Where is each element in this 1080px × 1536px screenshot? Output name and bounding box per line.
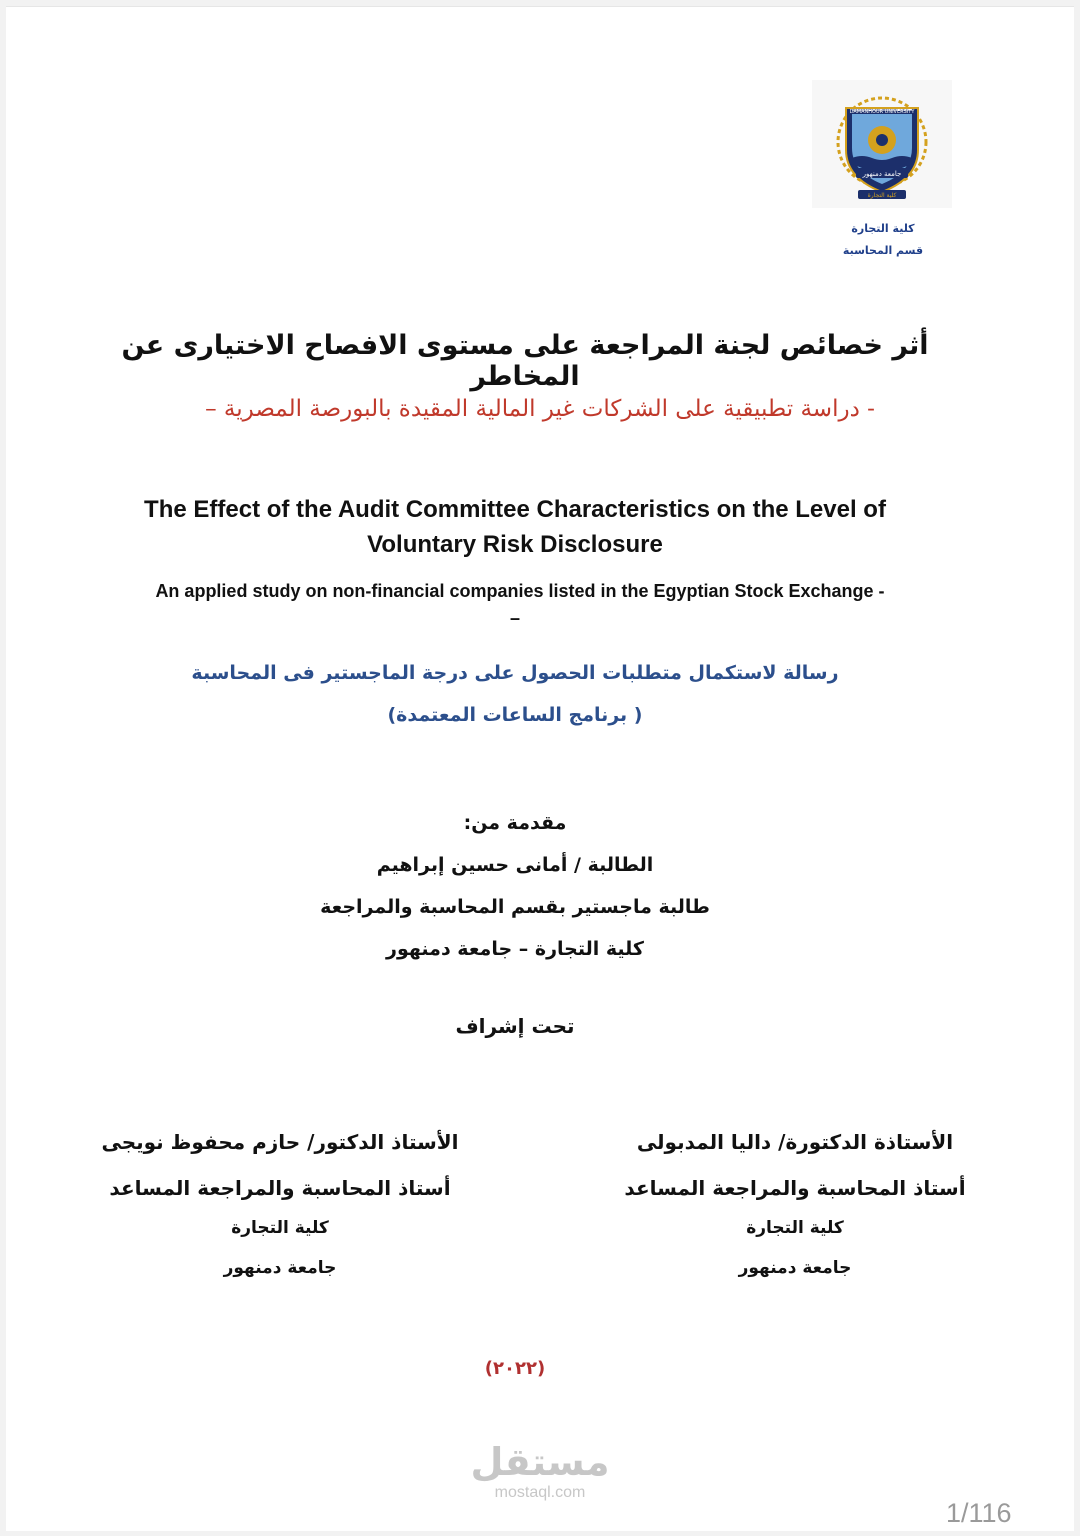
arabic-subtitle: - دراسة تطبيقية على الشركات غير المالية المقيدة بالبورصة المصرية – [205,396,875,422]
supervision-heading: تحت إشراف [455,1014,575,1038]
supervisor-1-university: جامعة دمنهور [738,1258,852,1278]
logo-ribbon-text: جامعة دمنهور [862,170,902,178]
university-logo [812,80,952,208]
logo-bottom-text: كلية التجارة [867,192,897,199]
watermark-latin: mostaql.com [494,1484,586,1501]
watermark-arabic: مستقل [470,1440,610,1484]
english-title [90,492,940,562]
thesis-program: ( برنامج الساعات المعتمدة) [387,704,643,726]
mostaql-watermark [440,1440,640,1502]
faculty-label: كلية التجارة [851,222,915,235]
thesis-statement: رسالة لاستكمال متطلبات الحصول على درجة الماجستير فى المحاسبة [191,662,839,684]
student-affiliation: كلية التجارة – جامعة دمنهور [386,938,644,960]
student-role: طالبة ماجستير بقسم المحاسبة والمراجعة [320,896,710,918]
supervisor-2-title: أستاذ المحاسبة والمراجعة المساعد [109,1176,451,1200]
supervisor-1-title: أستاذ المحاسبة والمراجعة المساعد [624,1176,966,1200]
arabic-title: أثر خصائص لجنة المراجعة على مستوى الافصاح الاختيارى عن المخاطر [121,330,929,392]
year: (٢٠٢٢) [484,1358,546,1379]
english-title-line-2: Voluntary Risk Disclosure [367,531,663,558]
supervisor-1-faculty: كلية التجارة [746,1218,844,1238]
presented-by-label: مقدمة من: [463,812,567,834]
supervisor-2-university: جامعة دمنهور [223,1258,337,1278]
supervisor-2-name: الأستاذ الدكتور/ حازم محفوظ نويجى [101,1130,459,1154]
page-counter: 1/116 [946,1498,1012,1528]
department-label: قسم المحاسبة [842,244,924,257]
english-title-line-1: The Effect of the Audit Committee Characteristics on the Level of [144,496,886,523]
logo-top-text: DAMANHOUR UNIVERSITY [849,109,915,115]
english-subtitle: An applied study on non-financial companies listed in the Egyptian Stock Exchange - [155,581,885,601]
english-subtitle-dash: – [509,608,520,628]
supervisor-2-faculty: كلية التجارة [231,1218,329,1238]
supervisor-1-name: الأستاذة الدكتورة/ داليا المدبولى [636,1130,954,1154]
student-name: الطالبة / أمانى حسين إبراهيم [376,854,654,876]
